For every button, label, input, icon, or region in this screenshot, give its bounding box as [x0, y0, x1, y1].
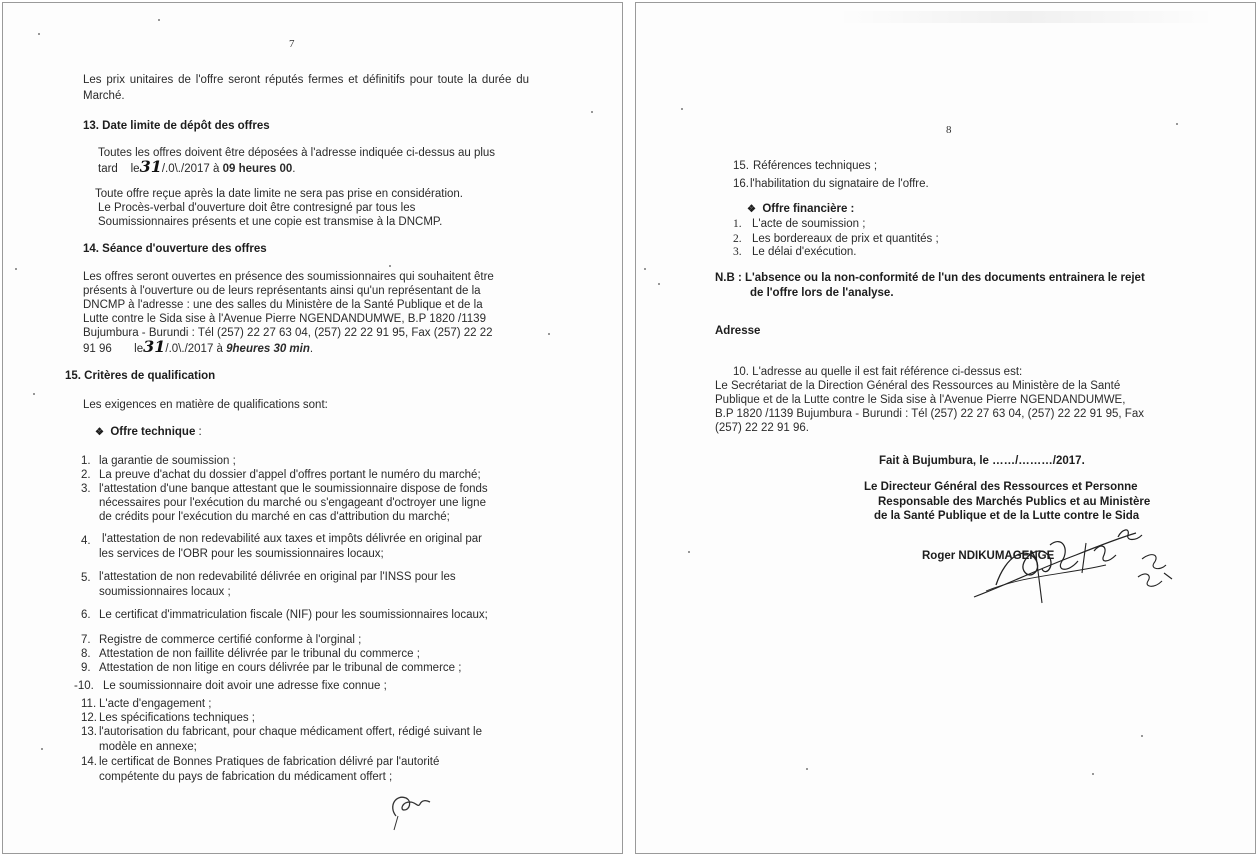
- signatory-title-1: Le Directeur Général des Ressources et Personne: [864, 481, 1138, 493]
- handwritten-day: 31: [139, 157, 162, 176]
- list-number: 13.: [81, 726, 97, 738]
- scan-speck: [15, 268, 17, 270]
- list-item: l'habilitation du signataire de l'offre.: [750, 178, 929, 190]
- document-page-8: [635, 2, 1256, 854]
- list-number: 5.: [81, 572, 91, 584]
- list-number: 9.: [81, 662, 91, 674]
- scan-speck: [548, 333, 550, 335]
- s13-pv-line: Le Procès-verbal d'ouverture doit être contresigné par tous les: [98, 202, 416, 214]
- list-item: le certificat de Bonnes Pratiques de fabrication délivré par l'autorité: [99, 756, 440, 768]
- s14-line-1: Les offres seront ouvertes en présence des soumissionnaires qui souhaitent être: [83, 271, 494, 283]
- list-item: L'acte d'engagement ;: [99, 698, 212, 710]
- list-item: La preuve d'achat du dossier d'appel d'offres portant le numéro du marché;: [99, 469, 481, 481]
- list-item: L'acte de soumission ;: [752, 218, 866, 230]
- scan-speck: [658, 283, 660, 285]
- list-item: la garantie de soumission ;: [99, 455, 236, 467]
- scan-speck: [1092, 773, 1094, 775]
- adresse-heading: Adresse: [715, 325, 761, 337]
- list-item-cont: modèle en annexe;: [99, 741, 197, 753]
- list-number: 2.: [733, 233, 742, 245]
- scan-shadow: [836, 11, 1216, 23]
- nb-line-1: N.B : L'absence ou la non-conformité de l'un des documents entrainera le rejet: [715, 272, 1145, 284]
- scan-speck: [688, 551, 690, 553]
- handwritten-initials: [386, 786, 436, 832]
- address-line-4: (257) 22 22 91 96.: [715, 422, 809, 434]
- list-number: 4.: [81, 535, 91, 547]
- list-number: 3.: [81, 483, 91, 495]
- list-item: Références techniques ;: [753, 160, 878, 172]
- address-line-2: Publique et de la Lutte contre le Sida sise à l'Avenue Pierre NGENDANDUMWE,: [715, 394, 1126, 406]
- section-13-title: 13. Date limite de dépôt des offres: [83, 120, 270, 132]
- handwritten-signature: [966, 515, 1186, 610]
- signatory-title-2: Responsable des Marchés Publics et au Ministère: [878, 496, 1151, 508]
- s15-intro: Les exigences en matière de qualifications sont:: [83, 399, 328, 411]
- scan-speck: [158, 19, 160, 21]
- list-number: 1.: [733, 218, 742, 230]
- list-item: Le délai d'exécution.: [752, 246, 857, 258]
- page-number: 8: [946, 124, 952, 136]
- s14-line-2: présents à l'ouverture ou de leurs représentants ainsi qu'un représentant de la: [83, 285, 481, 297]
- list-item-cont: de crédits pour l'exécution du marché en cas d'attribution du marché;: [99, 511, 450, 523]
- offre-financiere-heading: ❖ Offre financière :: [747, 203, 855, 215]
- diamond-bullet-icon: ❖: [747, 204, 756, 215]
- list-item: l'attestation d'une banque attestant que le soumissionnaire dispose de fonds: [99, 483, 488, 495]
- scan-speck: [644, 268, 646, 270]
- address-line-3: B.P 1820 /1139 Bujumbura - Burundi : Tél (257) 22 27 63 04, (257) 22 22 91 95, Fax: [715, 408, 1144, 420]
- page-number: 7: [289, 38, 295, 50]
- address-intro: 10. L'adresse au quelle il est fait référence ci-dessus est:: [733, 366, 1023, 378]
- s13-late-offers: Toute offre reçue après la date limite ne sera pas prise en considération.: [95, 188, 463, 200]
- scan-speck: [591, 111, 593, 113]
- intro-paragraph: Les prix unitaires de l'offre seront réputés fermes et définitifs pour toute la durée du Marché.: [83, 74, 529, 102]
- list-item: l'autorisation du fabricant, pour chaque médicament offert, rédigé suivant le: [99, 726, 482, 738]
- scan-speck: [1141, 735, 1143, 737]
- section-15-title: 15. Critères de qualification: [65, 370, 216, 382]
- handwritten-day: 31: [143, 337, 166, 356]
- fait-a-bujumbura: Fait à Bujumbura, le ……/………/2017.: [879, 455, 1085, 467]
- scan-speck: [33, 393, 35, 395]
- list-item: Le certificat d'immatriculation fiscale (NIF) pour les soumissionnaires locaux;: [99, 609, 488, 621]
- s13-copy-line: Soumissionnaires présents et une copie est transmise à la DNCMP.: [98, 216, 443, 228]
- list-item-cont: nécessaires pour l'exécution du marché ou s'engageant d'octroyer une ligne: [99, 497, 486, 509]
- section-14-title: 14. Séance d'ouverture des offres: [83, 243, 267, 255]
- s13-line-1: Toutes les offres doivent être déposées à l'adresse indiquée ci-dessus au plus: [98, 147, 496, 159]
- list-item-cont: les services de l'OBR pour les soumissionnaires locaux;: [99, 548, 384, 560]
- list-item: Registre de commerce certifié conforme à l'orginal ;: [99, 634, 362, 646]
- diamond-bullet-icon: ❖: [95, 427, 104, 438]
- list-number: 12.: [81, 712, 97, 724]
- list-number: 6.: [81, 609, 91, 621]
- list-number: 8.: [81, 648, 91, 660]
- s14-line-5: Bujumbura - Burundi : Tél (257) 22 27 63 04, (257) 22 22 91 95, Fax (257) 22 22: [83, 327, 493, 339]
- list-item: Les bordereaux de prix et quantités ;: [752, 233, 939, 245]
- offre-technique-heading: ❖ Offre technique :: [95, 426, 202, 438]
- document-page-7: [2, 2, 623, 854]
- s13-line-2: tard le31/.0\./2017 à 09 heures 00.: [98, 157, 296, 176]
- list-number: -10.: [74, 680, 94, 692]
- s14-line-3: DNCMP à l'adresse : une des salles du Ministère de la Santé Publique et de la: [83, 299, 483, 311]
- s14-line-4: Lutte contre le Sida sise à l'Avenue Pierre NGENDANDUMWE, B.P 1820 /1139: [83, 313, 486, 325]
- scan-speck: [1176, 123, 1178, 125]
- scan-speck: [806, 768, 808, 770]
- scan-speck: [389, 265, 391, 267]
- list-number: 1.: [81, 455, 91, 467]
- list-number: 14.: [81, 756, 97, 768]
- signatory-title-3: de la Santé Publique et de la Lutte contre le Sida: [874, 510, 1140, 522]
- list-item: Le soumissionnaire doit avoir une adresse fixe connue ;: [103, 680, 387, 692]
- list-number: 11.: [81, 698, 97, 710]
- list-item-cont: soumissionnaires locaux ;: [99, 586, 231, 598]
- signatory-name: Roger NDIKUMAGENGE: [922, 550, 1055, 562]
- nb-line-2: de l'offre lors de l'analyse.: [750, 287, 894, 299]
- address-line-1: Le Secrétariat de la Direction Général des Ressources au Ministère de la Santé: [715, 380, 1121, 392]
- scan-speck: [38, 33, 40, 35]
- list-number: 3.: [733, 246, 742, 258]
- list-number: 7.: [81, 634, 91, 646]
- scan-speck: [681, 108, 683, 110]
- s14-line-6: 91 96 le31/.0\./2017 à 9heures 30 min.: [83, 337, 314, 356]
- list-number: 16.: [733, 178, 749, 190]
- list-item: Attestation de non litige en cours délivrée par le tribunal de commerce ;: [99, 662, 462, 674]
- list-item: Les spécifications techniques ;: [99, 712, 255, 724]
- list-item: l'attestation de non redevabilité aux taxes et impôts délivrée en original par: [102, 533, 483, 545]
- list-item-cont: compétente du pays de fabrication du médicament offert ;: [99, 771, 393, 783]
- list-item: Attestation de non faillite délivrée par le tribunal du commerce ;: [99, 648, 420, 660]
- list-number: 15.: [733, 160, 749, 172]
- scan-speck: [41, 748, 43, 750]
- list-number: 2.: [81, 469, 91, 481]
- list-item: l'attestation de non redevabilité délivrée en original par l'INSS pour les: [99, 571, 456, 583]
